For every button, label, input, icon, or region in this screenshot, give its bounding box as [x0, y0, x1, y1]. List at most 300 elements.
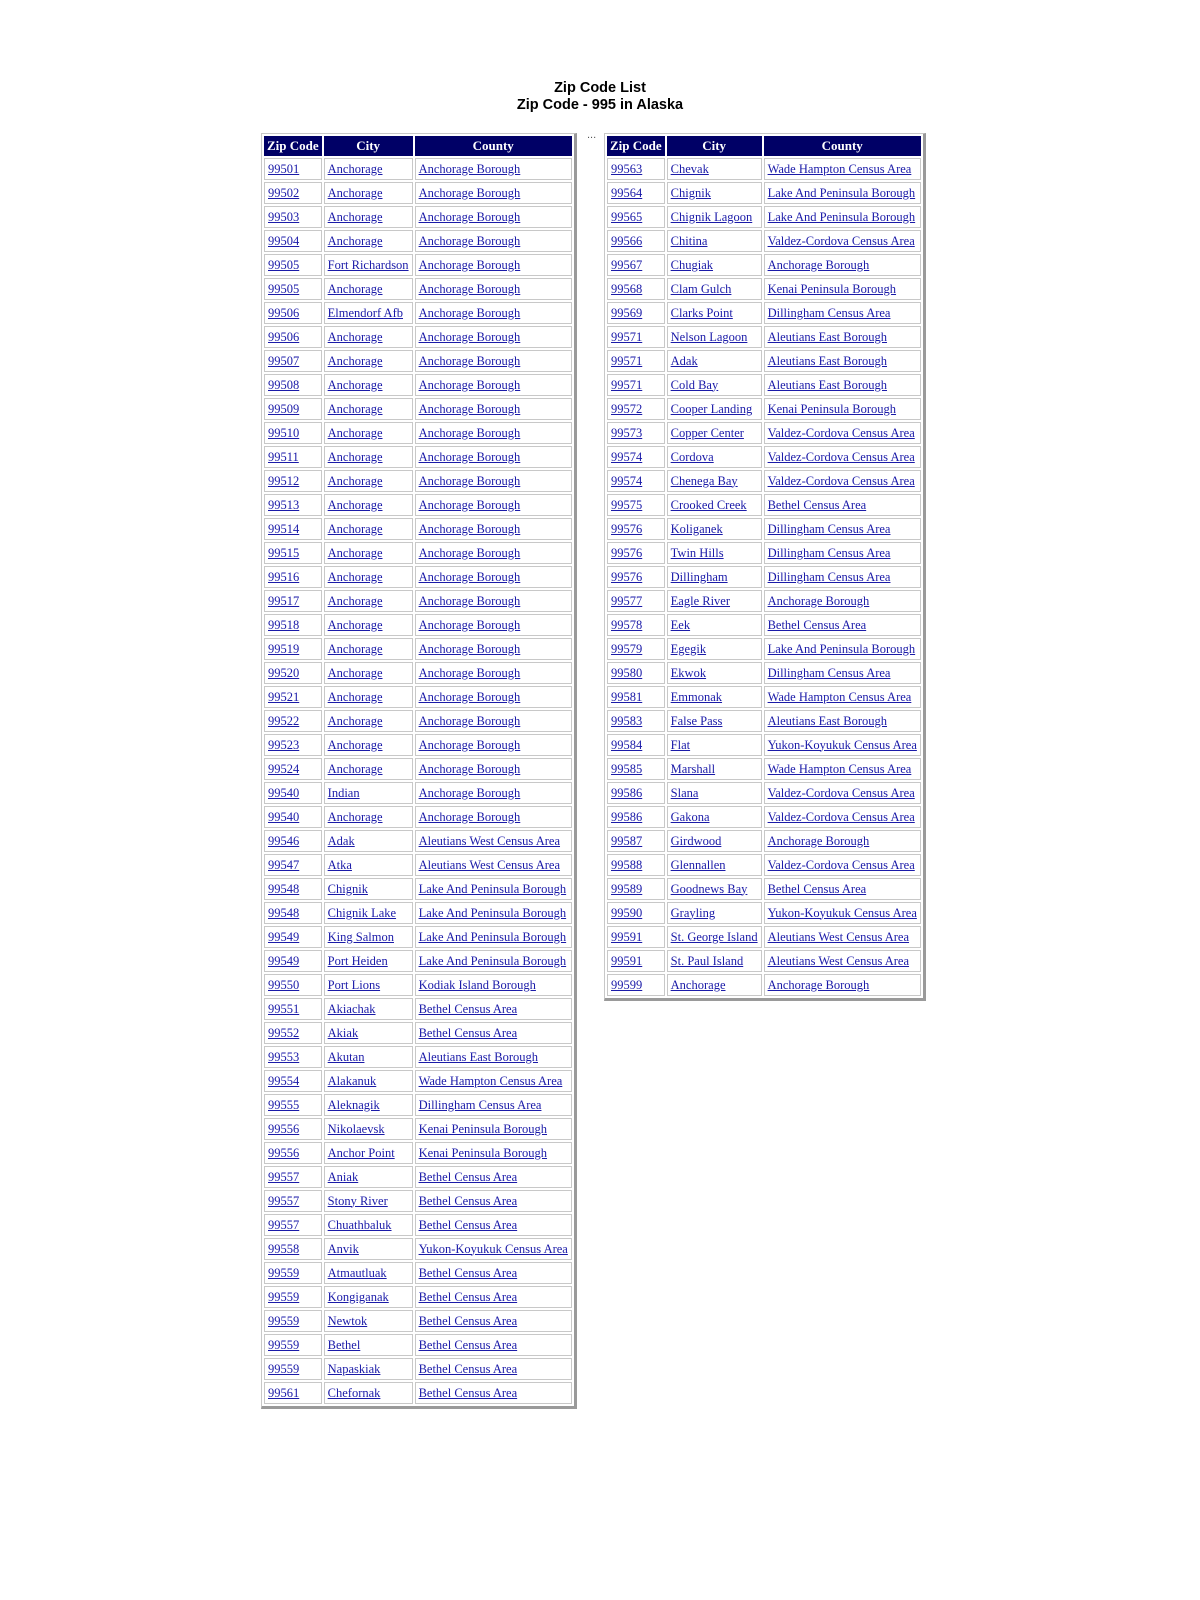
- city-link[interactable]: Egegik: [670, 641, 707, 656]
- city-link[interactable]: King Salmon: [327, 929, 394, 944]
- zip-code-link[interactable]: 99514: [268, 521, 300, 536]
- zip-code-link[interactable]: 99563: [611, 161, 643, 176]
- city-link[interactable]: Chignik: [327, 881, 368, 896]
- city-link[interactable]: Clam Gulch: [670, 281, 732, 296]
- county-cell: [764, 470, 921, 492]
- zip-code-link[interactable]: 99571: [611, 329, 643, 344]
- city-link[interactable]: Copper Center: [670, 425, 744, 440]
- county-link[interactable]: Lake And Peninsula Borough: [767, 185, 916, 200]
- zip-code-link[interactable]: 99576: [611, 545, 643, 560]
- county-link[interactable]: Anchorage Borough: [418, 737, 521, 752]
- table-separator: ...: [587, 129, 597, 141]
- zip-code-link[interactable]: 99506: [268, 329, 300, 344]
- table-row: [264, 710, 572, 732]
- city-link[interactable]: Adak: [670, 353, 698, 368]
- city-link[interactable]: Anchorage: [327, 425, 383, 440]
- county-link[interactable]: Anchorage Borough: [418, 305, 521, 320]
- city-link[interactable]: Anchorage: [327, 401, 383, 416]
- county-link[interactable]: Kenai Peninsula Borough: [418, 1121, 548, 1136]
- zip-cell: [264, 518, 322, 540]
- zip-code-link[interactable]: 99524: [268, 761, 300, 776]
- county-cell: [415, 1334, 572, 1356]
- county-link[interactable]: Anchorage Borough: [418, 353, 521, 368]
- zip-code-link[interactable]: 99554: [268, 1073, 300, 1088]
- zip-code-link[interactable]: 99521: [268, 689, 300, 704]
- city-link[interactable]: Anchorage: [327, 497, 383, 512]
- city-link[interactable]: Nelson Lagoon: [670, 329, 748, 344]
- county-link[interactable]: Anchorage Borough: [418, 329, 521, 344]
- county-link[interactable]: Aleutians West Census Area: [418, 833, 561, 848]
- city-link[interactable]: Indian: [327, 785, 360, 800]
- city-cell: [324, 1214, 413, 1236]
- zip-cell: [607, 806, 665, 828]
- county-link[interactable]: Aleutians East Borough: [767, 329, 888, 344]
- county-link[interactable]: Valdez-Cordova Census Area: [767, 857, 915, 872]
- county-link[interactable]: Anchorage Borough: [418, 761, 521, 776]
- county-link[interactable]: Bethel Census Area: [418, 1385, 518, 1400]
- county-link[interactable]: Anchorage Borough: [418, 569, 521, 584]
- zip-code-link[interactable]: 99552: [268, 1025, 300, 1040]
- zip-code-link[interactable]: 99559: [268, 1361, 300, 1376]
- city-link[interactable]: Anchorage: [327, 449, 383, 464]
- county-link[interactable]: Dillingham Census Area: [767, 665, 891, 680]
- city-link[interactable]: Akutan: [327, 1049, 365, 1064]
- county-link[interactable]: Dillingham Census Area: [767, 569, 891, 584]
- zip-code-link[interactable]: 99523: [268, 737, 300, 752]
- zip-code-link[interactable]: 99548: [268, 881, 300, 896]
- city-link[interactable]: Anchorage: [327, 329, 383, 344]
- zip-code-link[interactable]: 99561: [268, 1385, 300, 1400]
- county-link[interactable]: Bethel Census Area: [418, 1025, 518, 1040]
- zip-code-link[interactable]: 99520: [268, 665, 300, 680]
- zip-cell: [264, 614, 322, 636]
- zip-code-link[interactable]: 99559: [268, 1289, 300, 1304]
- county-link[interactable]: Anchorage Borough: [418, 233, 521, 248]
- city-link[interactable]: Chevak: [670, 161, 709, 176]
- zip-code-link[interactable]: 99507: [268, 353, 300, 368]
- county-link[interactable]: Aleutians West Census Area: [418, 857, 561, 872]
- city-link[interactable]: Nikolaevsk: [327, 1121, 385, 1136]
- city-link[interactable]: Napaskiak: [327, 1361, 381, 1376]
- zip-code-link[interactable]: 99508: [268, 377, 300, 392]
- zip-code-link[interactable]: 99547: [268, 857, 300, 872]
- county-link[interactable]: Bethel Census Area: [418, 1313, 518, 1328]
- zip-code-link[interactable]: 99569: [611, 305, 643, 320]
- zip-code-link[interactable]: 99566: [611, 233, 643, 248]
- city-link[interactable]: Adak: [327, 833, 355, 848]
- city-link[interactable]: Grayling: [670, 905, 716, 920]
- county-link[interactable]: Valdez-Cordova Census Area: [767, 425, 915, 440]
- city-link[interactable]: Chignik Lake: [327, 905, 397, 920]
- zip-code-link[interactable]: 99517: [268, 593, 300, 608]
- zip-code-link[interactable]: 99591: [611, 953, 643, 968]
- zip-code-link[interactable]: 99559: [268, 1337, 300, 1352]
- zip-cell: [607, 278, 665, 300]
- county-link[interactable]: Lake And Peninsula Borough: [418, 953, 567, 968]
- county-link[interactable]: Wade Hampton Census Area: [767, 761, 912, 776]
- county-link[interactable]: Aleutians West Census Area: [767, 953, 910, 968]
- city-link[interactable]: Anchorage: [327, 569, 383, 584]
- city-link[interactable]: Anchorage: [327, 593, 383, 608]
- zip-code-link[interactable]: 99557: [268, 1193, 300, 1208]
- county-link[interactable]: Anchorage Borough: [767, 977, 870, 992]
- zip-code-link[interactable]: 99565: [611, 209, 643, 224]
- county-link[interactable]: Lake And Peninsula Borough: [767, 641, 916, 656]
- county-cell: [415, 734, 572, 756]
- county-link[interactable]: Bethel Census Area: [767, 497, 867, 512]
- city-link[interactable]: Alakanuk: [327, 1073, 377, 1088]
- county-link[interactable]: Anchorage Borough: [418, 281, 521, 296]
- city-link[interactable]: Koliganek: [670, 521, 723, 536]
- zip-code-link[interactable]: 99553: [268, 1049, 300, 1064]
- county-link[interactable]: Yukon-Koyukuk Census Area: [767, 737, 917, 752]
- city-link[interactable]: Cold Bay: [670, 377, 719, 392]
- zip-cell: [607, 470, 665, 492]
- city-link[interactable]: Twin Hills: [670, 545, 724, 560]
- city-link[interactable]: Bethel: [327, 1337, 361, 1352]
- zip-code-link[interactable]: 99591: [611, 929, 643, 944]
- zip-code-link[interactable]: 99556: [268, 1145, 300, 1160]
- county-cell: [415, 470, 572, 492]
- county-link[interactable]: Lake And Peninsula Borough: [418, 929, 567, 944]
- city-link[interactable]: Chignik Lagoon: [670, 209, 753, 224]
- city-link[interactable]: Aleknagik: [327, 1097, 380, 1112]
- county-link[interactable]: Bethel Census Area: [418, 1001, 518, 1016]
- county-link[interactable]: Aleutians East Borough: [767, 377, 888, 392]
- city-cell: [667, 518, 762, 540]
- city-link[interactable]: Marshall: [670, 761, 716, 776]
- zip-code-link[interactable]: 99557: [268, 1169, 300, 1184]
- city-cell: [324, 350, 413, 372]
- city-link[interactable]: Chignik: [670, 185, 711, 200]
- city-link[interactable]: Akiachak: [327, 1001, 376, 1016]
- county-link[interactable]: Aleutians East Borough: [418, 1049, 538, 1064]
- county-link[interactable]: Kenai Peninsula Borough: [767, 281, 897, 296]
- city-link[interactable]: Flat: [670, 737, 691, 752]
- city-link[interactable]: Atmautluak: [327, 1265, 387, 1280]
- city-link[interactable]: Eek: [670, 617, 691, 632]
- city-cell: [667, 950, 762, 972]
- city-link[interactable]: Anchorage: [327, 185, 383, 200]
- zip-code-link[interactable]: 99564: [611, 185, 643, 200]
- zip-code-link[interactable]: 99548: [268, 905, 300, 920]
- county-link[interactable]: Lake And Peninsula Borough: [767, 209, 916, 224]
- zip-code-link[interactable]: 99518: [268, 617, 300, 632]
- city-link[interactable]: St. Paul Island: [670, 953, 744, 968]
- county-cell: [415, 926, 572, 948]
- city-link[interactable]: Slana: [670, 785, 699, 800]
- zip-code-link[interactable]: 99509: [268, 401, 300, 416]
- city-link[interactable]: Anchorage: [327, 665, 383, 680]
- city-cell: [324, 734, 413, 756]
- city-link[interactable]: Stony River: [327, 1193, 388, 1208]
- zip-cell: [264, 1118, 322, 1140]
- county-link[interactable]: Anchorage Borough: [418, 713, 521, 728]
- city-cell: [667, 494, 762, 516]
- county-link[interactable]: Anchorage Borough: [418, 209, 521, 224]
- zip-code-link[interactable]: 99575: [611, 497, 643, 512]
- county-link[interactable]: Anchorage Borough: [767, 257, 870, 272]
- city-link[interactable]: Anchorage: [327, 809, 383, 824]
- county-cell: [764, 566, 921, 588]
- city-cell: [324, 926, 413, 948]
- county-cell: [764, 422, 921, 444]
- zip-code-link[interactable]: 99557: [268, 1217, 300, 1232]
- city-link[interactable]: False Pass: [670, 713, 723, 728]
- county-link[interactable]: Anchorage Borough: [418, 521, 521, 536]
- zip-cell: [607, 854, 665, 876]
- county-link[interactable]: Bethel Census Area: [418, 1169, 518, 1184]
- city-link[interactable]: Ekwok: [670, 665, 707, 680]
- city-cell: [667, 542, 762, 564]
- zip-code-link[interactable]: 99583: [611, 713, 643, 728]
- zip-code-link[interactable]: 99503: [268, 209, 300, 224]
- city-link[interactable]: Chenega Bay: [670, 473, 738, 488]
- city-link[interactable]: Anvik: [327, 1241, 359, 1256]
- county-link[interactable]: Anchorage Borough: [418, 785, 521, 800]
- city-cell: [324, 1358, 413, 1380]
- zip-code-link[interactable]: 99540: [268, 785, 300, 800]
- zip-code-link[interactable]: 99519: [268, 641, 300, 656]
- zip-code-link[interactable]: 99576: [611, 521, 643, 536]
- county-link[interactable]: Wade Hampton Census Area: [418, 1073, 563, 1088]
- county-link[interactable]: Anchorage Borough: [418, 425, 521, 440]
- county-link[interactable]: Valdez-Cordova Census Area: [767, 785, 915, 800]
- zip-code-link[interactable]: 99589: [611, 881, 643, 896]
- zip-code-link[interactable]: 99515: [268, 545, 300, 560]
- city-link[interactable]: Akiak: [327, 1025, 359, 1040]
- zip-code-link[interactable]: 99549: [268, 953, 300, 968]
- city-link[interactable]: Anchorage: [327, 353, 383, 368]
- city-link[interactable]: Girdwood: [670, 833, 722, 848]
- city-link[interactable]: Elmendorf Afb: [327, 305, 403, 320]
- city-link[interactable]: Anchorage: [327, 761, 383, 776]
- city-link[interactable]: Port Lions: [327, 977, 381, 992]
- city-link[interactable]: Goodnews Bay: [670, 881, 748, 896]
- zip-code-link[interactable]: 99555: [268, 1097, 300, 1112]
- county-link[interactable]: Yukon-Koyukuk Census Area: [418, 1241, 568, 1256]
- zip-code-link[interactable]: 99505: [268, 281, 300, 296]
- zip-code-link[interactable]: 99546: [268, 833, 300, 848]
- county-cell: [415, 446, 572, 468]
- county-link[interactable]: Bethel Census Area: [418, 1217, 518, 1232]
- table-row: [264, 878, 572, 900]
- zip-code-link[interactable]: 99590: [611, 905, 643, 920]
- county-link[interactable]: Valdez-Cordova Census Area: [767, 449, 915, 464]
- zip-code-link[interactable]: 99549: [268, 929, 300, 944]
- zip-code-link[interactable]: 99585: [611, 761, 643, 776]
- county-link[interactable]: Anchorage Borough: [418, 497, 521, 512]
- zip-code-link[interactable]: 99568: [611, 281, 643, 296]
- zip-code-link[interactable]: 99573: [611, 425, 643, 440]
- zip-code-link[interactable]: 99559: [268, 1313, 300, 1328]
- city-link[interactable]: Aniak: [327, 1169, 359, 1184]
- city-link[interactable]: Emmonak: [670, 689, 723, 704]
- city-link[interactable]: Anchorage: [670, 977, 726, 992]
- county-link[interactable]: Yukon-Koyukuk Census Area: [767, 905, 917, 920]
- county-link[interactable]: Anchorage Borough: [418, 641, 521, 656]
- county-link[interactable]: Aleutians West Census Area: [767, 929, 910, 944]
- zip-code-link[interactable]: 99502: [268, 185, 300, 200]
- zip-code-link[interactable]: 99578: [611, 617, 643, 632]
- county-link[interactable]: Lake And Peninsula Borough: [418, 881, 567, 896]
- zip-code-link[interactable]: 99510: [268, 425, 300, 440]
- zip-code-link[interactable]: 99522: [268, 713, 300, 728]
- zip-code-link[interactable]: 99587: [611, 833, 643, 848]
- county-link[interactable]: Bethel Census Area: [418, 1289, 518, 1304]
- city-link[interactable]: Anchorage: [327, 689, 383, 704]
- city-link[interactable]: Newtok: [327, 1313, 368, 1328]
- city-link[interactable]: Anchorage: [327, 209, 383, 224]
- zip-code-link[interactable]: 99588: [611, 857, 643, 872]
- city-link[interactable]: Dillingham: [670, 569, 728, 584]
- county-link[interactable]: Anchorage Borough: [418, 161, 521, 176]
- city-link[interactable]: Glennallen: [670, 857, 726, 872]
- zip-code-link[interactable]: 99559: [268, 1265, 300, 1280]
- county-link[interactable]: Anchorage Borough: [418, 377, 521, 392]
- city-link[interactable]: St. George Island: [670, 929, 758, 944]
- county-cell: [764, 158, 921, 180]
- header-row: [607, 136, 921, 156]
- county-link[interactable]: Anchorage Borough: [418, 545, 521, 560]
- city-link[interactable]: Anchor Point: [327, 1145, 395, 1160]
- zip-code-link[interactable]: 99574: [611, 473, 643, 488]
- zip-code-link[interactable]: 99584: [611, 737, 643, 752]
- city-link[interactable]: Port Heiden: [327, 953, 388, 968]
- city-cell: [667, 182, 762, 204]
- county-link[interactable]: Anchorage Borough: [418, 689, 521, 704]
- county-link[interactable]: Wade Hampton Census Area: [767, 689, 912, 704]
- city-link[interactable]: Anchorage: [327, 161, 383, 176]
- county-link[interactable]: Anchorage Borough: [418, 185, 521, 200]
- zip-code-link[interactable]: 99580: [611, 665, 643, 680]
- zip-code-link[interactable]: 99516: [268, 569, 300, 584]
- county-cell: [415, 806, 572, 828]
- zip-code-link[interactable]: 99551: [268, 1001, 300, 1016]
- zip-code-link[interactable]: 99577: [611, 593, 643, 608]
- city-link[interactable]: Anchorage: [327, 617, 383, 632]
- zip-code-link[interactable]: 99574: [611, 449, 643, 464]
- county-link[interactable]: Valdez-Cordova Census Area: [767, 233, 915, 248]
- city-link[interactable]: Eagle River: [670, 593, 731, 608]
- county-link[interactable]: Anchorage Borough: [418, 665, 521, 680]
- county-link[interactable]: Anchorage Borough: [418, 617, 521, 632]
- zip-code-link[interactable]: 99556: [268, 1121, 300, 1136]
- county-cell: [764, 638, 921, 660]
- zip-code-link[interactable]: 99504: [268, 233, 300, 248]
- county-link[interactable]: Valdez-Cordova Census Area: [767, 809, 915, 824]
- city-link[interactable]: Anchorage: [327, 737, 383, 752]
- zip-code-link[interactable]: 99571: [611, 353, 643, 368]
- county-link[interactable]: Bethel Census Area: [418, 1361, 518, 1376]
- zip-code-link[interactable]: 99505: [268, 257, 300, 272]
- zip-code-link[interactable]: 99513: [268, 497, 300, 512]
- zip-code-link[interactable]: 99579: [611, 641, 643, 656]
- county-link[interactable]: Bethel Census Area: [767, 881, 867, 896]
- county-link[interactable]: Dillingham Census Area: [767, 305, 891, 320]
- county-link[interactable]: Bethel Census Area: [418, 1193, 518, 1208]
- zip-code-link[interactable]: 99572: [611, 401, 643, 416]
- county-link[interactable]: Anchorage Borough: [418, 473, 521, 488]
- zip-code-link[interactable]: 99599: [611, 977, 643, 992]
- zip-code-link[interactable]: 99511: [268, 449, 299, 464]
- zip-code-link[interactable]: 99501: [268, 161, 300, 176]
- city-link[interactable]: Cooper Landing: [670, 401, 753, 416]
- county-link[interactable]: Kodiak Island Borough: [418, 977, 536, 992]
- county-link[interactable]: Anchorage Borough: [767, 593, 870, 608]
- city-link[interactable]: Anchorage: [327, 713, 383, 728]
- city-cell: [667, 830, 762, 852]
- city-link[interactable]: Gakona: [670, 809, 710, 824]
- county-link[interactable]: Aleutians East Borough: [767, 713, 888, 728]
- county-link[interactable]: Aleutians East Borough: [767, 353, 888, 368]
- city-link[interactable]: Atka: [327, 857, 352, 872]
- city-link[interactable]: Anchorage: [327, 281, 383, 296]
- zip-code-link[interactable]: 99581: [611, 689, 643, 704]
- county-link[interactable]: Dillingham Census Area: [418, 1097, 542, 1112]
- city-link[interactable]: Anchorage: [327, 473, 383, 488]
- city-cell: [324, 950, 413, 972]
- zip-code-link[interactable]: 99558: [268, 1241, 300, 1256]
- city-link[interactable]: Cordova: [670, 449, 714, 464]
- city-link[interactable]: Anchorage: [327, 641, 383, 656]
- county-link[interactable]: Dillingham Census Area: [767, 521, 891, 536]
- zip-code-link[interactable]: 99586: [611, 785, 643, 800]
- zip-code-link[interactable]: 99567: [611, 257, 643, 272]
- table-row: [607, 614, 921, 636]
- county-link[interactable]: Anchorage Borough: [418, 449, 521, 464]
- county-link[interactable]: Lake And Peninsula Borough: [418, 905, 567, 920]
- zip-cell: [264, 782, 322, 804]
- city-link[interactable]: Anchorage: [327, 521, 383, 536]
- county-link[interactable]: Anchorage Borough: [418, 809, 521, 824]
- city-link[interactable]: Crooked Creek: [670, 497, 747, 512]
- zip-code-link[interactable]: 99586: [611, 809, 643, 824]
- county-link[interactable]: Anchorage Borough: [418, 401, 521, 416]
- city-link[interactable]: Chefornak: [327, 1385, 381, 1400]
- county-link[interactable]: Bethel Census Area: [418, 1337, 518, 1352]
- county-link[interactable]: Valdez-Cordova Census Area: [767, 473, 915, 488]
- city-link[interactable]: Clarks Point: [670, 305, 733, 320]
- county-link[interactable]: Kenai Peninsula Borough: [767, 401, 897, 416]
- city-link[interactable]: Anchorage: [327, 545, 383, 560]
- table-row: [607, 446, 921, 468]
- city-link[interactable]: Fort Richardson: [327, 257, 409, 272]
- county-link[interactable]: Dillingham Census Area: [767, 545, 891, 560]
- city-link[interactable]: Anchorage: [327, 377, 383, 392]
- zip-code-link[interactable]: 99550: [268, 977, 300, 992]
- city-link[interactable]: Chuathbaluk: [327, 1217, 392, 1232]
- table-row: [607, 974, 921, 996]
- county-link[interactable]: Kenai Peninsula Borough: [418, 1145, 548, 1160]
- zip-code-link[interactable]: 99576: [611, 569, 643, 584]
- county-link[interactable]: Bethel Census Area: [767, 617, 867, 632]
- zip-code-link[interactable]: 99540: [268, 809, 300, 824]
- city-link[interactable]: Chugiak: [670, 257, 714, 272]
- county-link[interactable]: Anchorage Borough: [418, 257, 521, 272]
- county-link[interactable]: Anchorage Borough: [418, 593, 521, 608]
- city-link[interactable]: Chitina: [670, 233, 708, 248]
- table-row: [264, 1286, 572, 1308]
- city-link[interactable]: Kongiganak: [327, 1289, 389, 1304]
- zip-code-link[interactable]: 99571: [611, 377, 643, 392]
- city-link[interactable]: Anchorage: [327, 233, 383, 248]
- county-link[interactable]: Anchorage Borough: [767, 833, 870, 848]
- county-link[interactable]: Wade Hampton Census Area: [767, 161, 912, 176]
- county-link[interactable]: Bethel Census Area: [418, 1265, 518, 1280]
- zip-code-link[interactable]: 99506: [268, 305, 300, 320]
- zip-code-link[interactable]: 99512: [268, 473, 300, 488]
